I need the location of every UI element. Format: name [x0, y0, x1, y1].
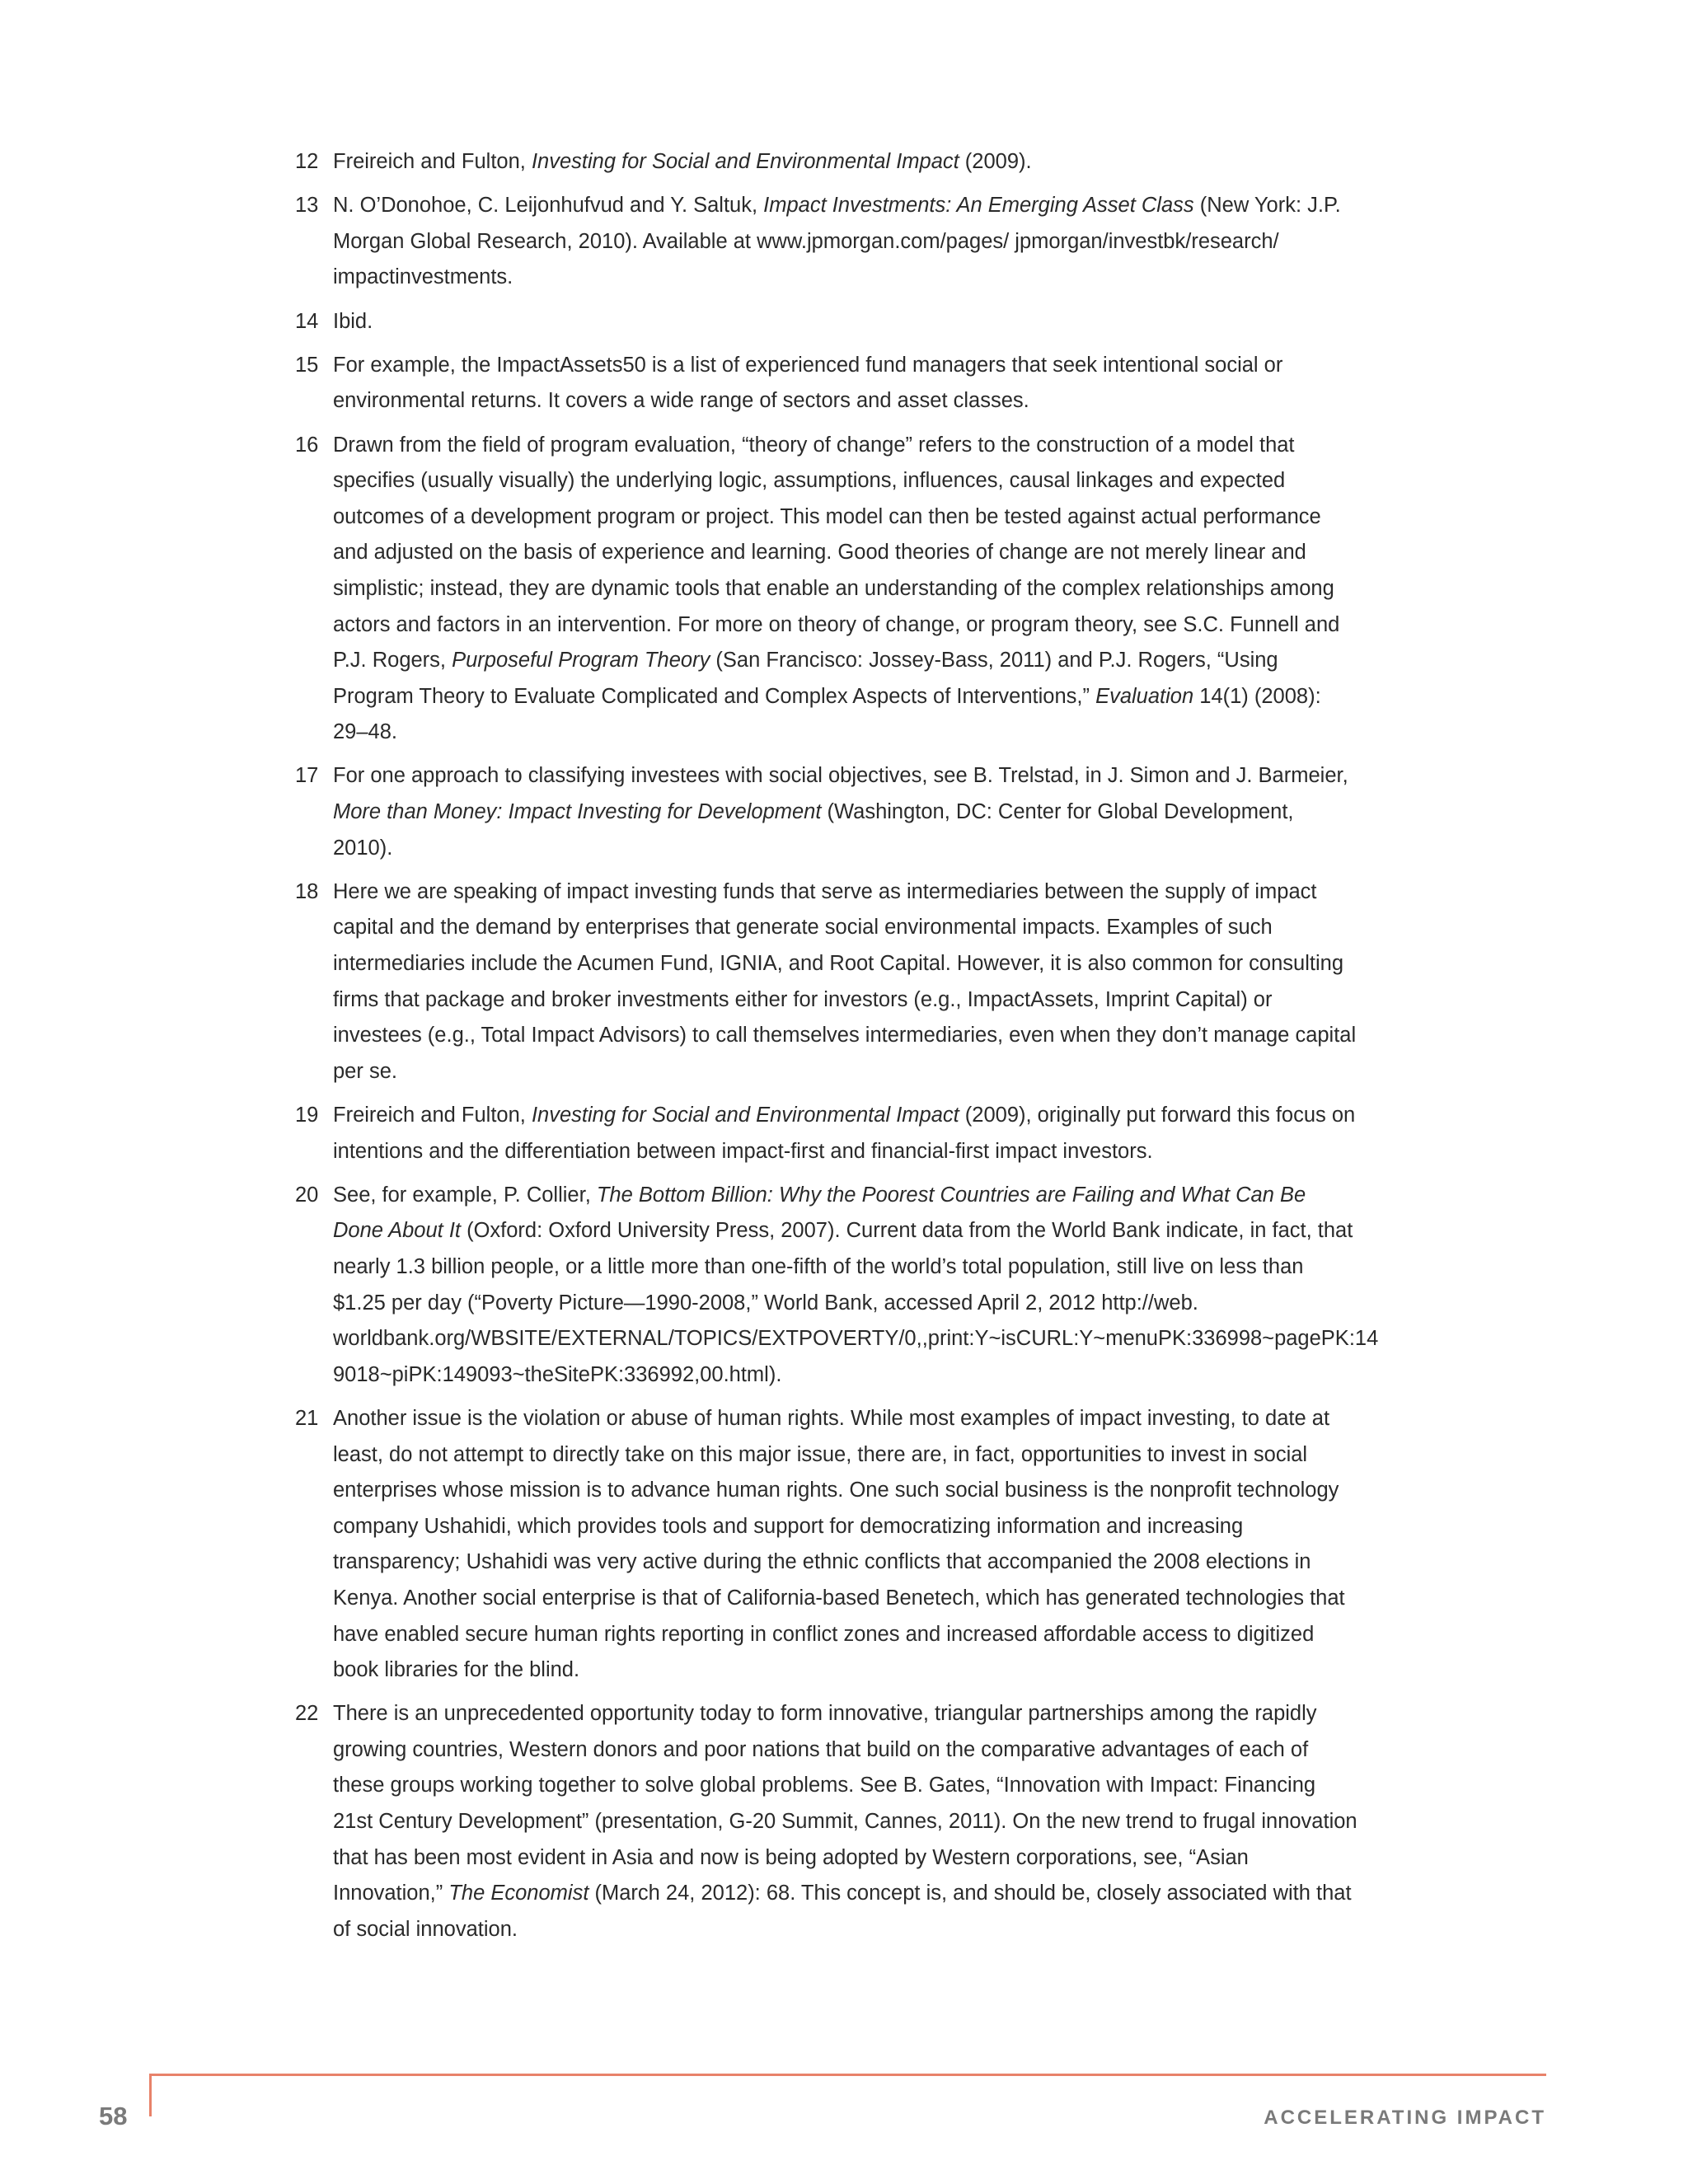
footnote-number: 20 — [295, 1183, 319, 1207]
footnote-text-segment: Here we are speaking of impact investing funds that serve as intermediaries between the supply of impact capital and the demand by enterprises that generate social environmental impacts. Examples of such intermediaries include the Acumen Fund, IGNIA, and Root Capital. However, it is also common for consulting firms that package and broker investments either for investors (e.g., ImpactAssets, Imprint Capital) or investees (e.g., Total Impact Advisors) to call themselves intermediaries, even when they don’t manage capital per se. — [333, 879, 1357, 1083]
footnote — [295, 304, 1358, 340]
footnote-number: 12 — [295, 150, 319, 173]
footnotes-list — [295, 144, 1379, 1956]
footnote — [295, 348, 1358, 419]
footnote-italic-title: Impact Investments: An Emerging Asset Class — [763, 194, 1194, 218]
footnote-text-segment: N. O’Donohoe, C. Leijonhufvud and Y. Saltuk, — [333, 194, 764, 218]
footnote — [295, 1178, 1379, 1394]
footnote — [295, 758, 1358, 866]
footnote-italic-title: Investing for Social and Environmental Impact — [531, 150, 959, 173]
footnote-text-segment: Ibid. — [333, 309, 373, 333]
footnote-text — [333, 764, 1348, 859]
footnote — [295, 144, 1358, 180]
footnote-text-segment: (San Francisco: Jossey-Bass, 2011) and P.J. Rogers, “Using Program Theory to Evaluate Complicated and Complex Aspects of Interventions,” — [333, 649, 1278, 708]
footnote-number: 18 — [295, 879, 319, 903]
footnote-number: 22 — [295, 1702, 319, 1726]
footnote-text-segment: (2009), originally put forward this focus on intentions and the differentiation between impact-first and financial-first impact investors. — [333, 1104, 1356, 1163]
footnote-text — [333, 434, 1339, 744]
footnote-number: 21 — [295, 1406, 319, 1430]
footnote-italic-title: The Bottom Billion: Why the Poorest Countries are Failing and What Can Be Done About It — [333, 1183, 1306, 1243]
footnote-italic-title: The Economist — [448, 1882, 589, 1905]
footnote-text — [333, 1702, 1357, 1941]
footnote — [295, 188, 1358, 296]
footnote-text — [333, 150, 1032, 173]
footnote — [295, 1401, 1358, 1689]
footnote-text-segment: Drawn from the field of program evaluation, “theory of change” refers to the construction of a model that specifies (usually visually) the underlying logic, assumptions, influences, causal linkages and expected outcomes of a development program or project. This model can then be tested against actual performance and adjusted on the basis of experience and learning. Good theories of change are not merely linear and simplistic; instead, they are dynamic tools that enable an understanding of the complex relationships among actors and factors in an intervention. For more on theory of change, or program theory, see S.C. Funnell and P.J. Rogers, — [333, 433, 1340, 673]
footnote-text — [333, 310, 373, 333]
footnote-text-segment: (New York: J.P. Morgan Global Research, 2010). Available at www.jpmorgan.com/pages/ jpmorgan/investbk/research/ impactinvestments. — [333, 194, 1341, 289]
footnote-text-segment: (Washington, DC: Center for Global Development, 2010). — [333, 800, 1294, 860]
footnote — [295, 1696, 1358, 1947]
footnote-text-segment: Freireich and Fulton, — [333, 1104, 532, 1127]
footnote-number: 14 — [295, 309, 319, 333]
footer-rule-vertical — [149, 2074, 152, 2116]
footnote-italic-title: Investing for Social and Environmental Impact — [531, 1104, 959, 1127]
footnote-italic-title: Purposeful Program Theory — [452, 649, 710, 673]
footnote-text-segment: See, for example, P. Collier, — [333, 1183, 597, 1207]
footnote — [295, 428, 1358, 751]
footnote-text-segment: (2009). — [959, 150, 1032, 173]
footnote-number: 15 — [295, 353, 319, 377]
footnote-text — [333, 1104, 1355, 1163]
footnote-text — [333, 1183, 1378, 1386]
footnote — [295, 874, 1358, 1090]
footnote-number: 19 — [295, 1104, 319, 1127]
footnote-text-segment: There is an unprecedented opportunity today to form innovative, triangular partnerships among the rapidly growing countries, Western donors and poor nations that build on the comparative advantages of each of these groups working together to solve global problems. See B. Gates, “Innovation with Impact: Financing 21st Century Development” (presentation, G-20 Summit, Cannes, 2011). On the new trend to frugal innovation that has been most evident in Asia and now is being adopted by Western corporations, see, “Asian Innovation,” — [333, 1702, 1357, 1905]
footnote-text-segment: For one approach to classifying investees with social objectives, see B. Trelstad, in J. Simon and J. Barmeier, — [333, 764, 1348, 788]
footnote-text-segment: (Oxford: Oxford University Press, 2007). Current data from the World Bank indicate, in fact, that nearly 1.3 billion people, or a little more than one-fifth of the world’s total population, still live on less than $1.25 per day (“Poverty Picture—1990-2008,” World Bank, accessed April 2, 2012 http://web. worldbank.org/WBSITE/EXTERNAL/TOPICS/EXTPOVERTY/0,,print:Y~isCURL:Y~menuPK:336998~pagePK:14 9018~piPK:149093~theSitePK:336992,00.html). — [333, 1219, 1379, 1386]
footnote-text — [333, 194, 1341, 288]
footnote-text-segment: For example, the ImpactAssets50 is a list of experienced fund managers that seek intentional social or environmental returns. It covers a wide range of sectors and asset classes. — [333, 353, 1283, 413]
page-number: 58 — [99, 2102, 128, 2130]
footnote — [295, 1098, 1358, 1169]
footnote-italic-title: More than Money: Impact Investing for Development — [333, 800, 822, 824]
footnote-text-segment: 14(1) (2008): 29–48. — [333, 684, 1321, 744]
footnote-text — [333, 1407, 1345, 1681]
footnote-text — [333, 354, 1282, 413]
footnote-text — [333, 880, 1356, 1083]
footnote-number: 13 — [295, 194, 319, 218]
footnote-text-segment: Another issue is the violation or abuse of human rights. While most examples of impact investing, to date at least, do not attempt to directly take on this major issue, there are, in fact, opportunities to invest in social enterprises whose mission is to advance human rights. One such social business is the nonprofit technology company Ushahidi, which provides tools and support for democratizing information and increasing transparency; Ushahidi was very active during the ethnic conflicts that accompanied the 2008 elections in Kenya. Another social enterprise is that of California-based Benetech, which has generated technologies that have enabled secure human rights reporting in conflict zones and increased affordable access to digitized book libraries for the blind. — [333, 1406, 1345, 1682]
footer-rule-horizontal — [149, 2074, 1546, 2076]
footnote-number: 16 — [295, 433, 319, 457]
footnote-text-segment: Freireich and Fulton, — [333, 150, 532, 173]
footnote-text-segment: (March 24, 2012): 68. This concept is, and should be, closely associated with that of social innovation. — [333, 1882, 1352, 1941]
footnote-number: 17 — [295, 764, 319, 788]
running-title: ACCELERATING IMPACT — [1264, 2107, 1546, 2129]
footnote-italic-title: Evaluation — [1095, 684, 1194, 708]
